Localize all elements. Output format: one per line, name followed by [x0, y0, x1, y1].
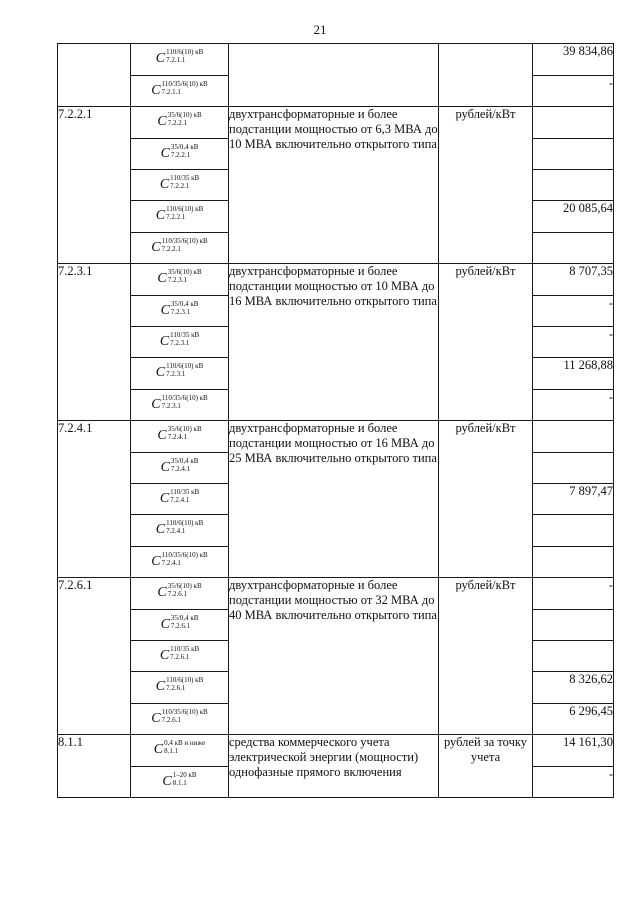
rate-value: -: [533, 390, 614, 421]
rate-value: [533, 107, 614, 139]
item-description: двухтрансформаторные и более подстанции мощностью от 16 МВА до 25 МВА включительно открытого типа: [229, 421, 439, 578]
item-subscript: 7.2.6.1: [166, 684, 186, 692]
rate-value: [533, 233, 614, 264]
voltage-superscript: 35/6(10) кВ: [167, 111, 202, 119]
rate-value: [533, 453, 614, 484]
item-subscript: 7.2.4.1: [170, 496, 190, 504]
tariff-table-body: [58, 44, 614, 798]
voltage-superscript: 35/6(10) кВ: [167, 268, 202, 276]
item-subscript: 7.2.3.1: [170, 339, 190, 347]
table-row: [58, 264, 614, 296]
voltage-superscript: 110/35 кВ: [170, 488, 200, 496]
rate-letter: C: [159, 648, 170, 663]
item-code: 7.2.6.1: [58, 578, 131, 735]
rate-symbol: [131, 76, 229, 107]
rate-value: -: [533, 76, 614, 107]
rate-letter: C: [159, 334, 170, 349]
voltage-superscript: 110/35/6(10) кВ: [161, 708, 208, 716]
table-row: [58, 578, 614, 610]
rate-value: 8 707,35: [533, 264, 614, 296]
item-subscript: 7.2.1.1: [161, 88, 181, 96]
voltage-superscript: 110/35/6(10) кВ: [161, 237, 208, 245]
voltage-superscript: 110/6(10) кВ: [166, 519, 204, 527]
table-row: [58, 107, 614, 139]
rate-letter: C: [155, 208, 166, 223]
item-subscript: 7.2.4.1: [167, 433, 187, 441]
rate-symbol: [131, 704, 229, 735]
item-code: 8.1.1: [58, 735, 131, 798]
item-subscript: 7.2.3.1: [166, 370, 186, 378]
rate-value: [533, 139, 614, 170]
item-subscript: 7.2.2.1: [161, 245, 181, 253]
item-subscript: 7.2.4.1: [161, 559, 181, 567]
item-subscript: 7.2.4.1: [166, 527, 186, 535]
rate-value: 14 161,30: [533, 735, 614, 767]
rate-symbol: [131, 735, 229, 767]
item-unit: [439, 44, 533, 107]
item-unit: рублей/кВт: [439, 421, 533, 578]
rate-symbol: [131, 233, 229, 264]
rate-symbol: [131, 170, 229, 201]
rate-letter: C: [155, 679, 166, 694]
item-subscript: 7.2.4.1: [170, 465, 191, 473]
rate-letter: C: [153, 742, 164, 757]
tariff-table: [57, 43, 614, 798]
rate-symbol: [131, 767, 229, 798]
rate-value: 7 897,47: [533, 484, 614, 515]
rate-symbol: [131, 44, 229, 76]
rate-value: -: [533, 767, 614, 798]
rate-symbol: [131, 264, 229, 296]
voltage-superscript: 110/35/6(10) кВ: [161, 80, 208, 88]
voltage-superscript: 110/35/6(10) кВ: [161, 394, 208, 402]
item-unit: рублей/кВт: [439, 107, 533, 264]
item-subscript: 7.2.1.1: [166, 56, 186, 64]
rate-value: [533, 547, 614, 578]
rate-letter: C: [162, 774, 172, 789]
rate-letter: C: [160, 303, 170, 318]
item-subscript: 8.1.1: [164, 747, 179, 755]
rate-letter: C: [157, 585, 167, 600]
rate-letter: C: [155, 51, 166, 66]
rate-letter: C: [151, 397, 161, 412]
table-row: [58, 421, 614, 453]
voltage-superscript: 1–20 кВ: [172, 771, 197, 779]
item-unit: рублей/кВт: [439, 578, 533, 735]
item-subscript: 7.2.3.1: [167, 276, 187, 284]
item-subscript: 7.2.2.1: [170, 151, 191, 159]
item-subscript: 7.2.3.1: [170, 308, 191, 316]
voltage-superscript: 110/35 кВ: [170, 645, 200, 653]
voltage-superscript: 110/35/6(10) кВ: [161, 551, 208, 559]
table-row: [58, 735, 614, 767]
item-code: [58, 44, 131, 107]
item-code: 7.2.3.1: [58, 264, 131, 421]
item-subscript: 7.2.2.1: [166, 213, 186, 221]
rate-symbol: [131, 296, 229, 327]
rate-symbol: [131, 201, 229, 233]
voltage-superscript: 110/35 кВ: [170, 331, 200, 339]
item-subscript: 7.2.6.1: [170, 653, 190, 661]
rate-value: 11 268,88: [533, 358, 614, 390]
rate-letter: C: [157, 114, 167, 129]
voltage-superscript: 110/6(10) кВ: [166, 205, 204, 213]
rate-letter: C: [160, 460, 170, 475]
rate-value: 6 296,45: [533, 704, 614, 735]
item-subscript: 7.2.6.1: [167, 590, 187, 598]
table-row: [58, 44, 614, 76]
rate-symbol: [131, 421, 229, 453]
rate-symbol: [131, 107, 229, 139]
rate-letter: C: [159, 491, 170, 506]
rate-value: [533, 170, 614, 201]
item-subscript: 7.2.6.1: [161, 716, 181, 724]
voltage-superscript: 110/35 кВ: [170, 174, 200, 182]
rate-letter: C: [160, 617, 170, 632]
rate-value: 8 326,62: [533, 672, 614, 704]
rate-symbol: [131, 515, 229, 547]
rate-symbol: [131, 610, 229, 641]
voltage-superscript: 110/6(10) кВ: [166, 362, 204, 370]
voltage-superscript: 35/0,4 кВ: [170, 300, 199, 308]
rate-value: -: [533, 327, 614, 358]
rate-symbol: [131, 358, 229, 390]
rate-symbol: [131, 578, 229, 610]
page-number: 21: [313, 22, 327, 37]
voltage-superscript: 35/6(10) кВ: [167, 582, 202, 590]
item-code: 7.2.4.1: [58, 421, 131, 578]
rate-letter: C: [155, 365, 166, 380]
voltage-superscript: 35/0,4 кВ: [170, 457, 199, 465]
voltage-superscript: 35/0,4 кВ: [170, 614, 199, 622]
item-subscript: 7.2.2.1: [167, 119, 187, 127]
item-description: двухтрансформаторные и более подстанции мощностью от 32 МВА до 40 МВА включительно открытого типа: [229, 578, 439, 735]
item-description: двухтрансформаторные и более подстанции мощностью от 6,3 МВА до 10 МВА включительно открытого типа: [229, 107, 439, 264]
item-unit: рублей за точку учета: [439, 735, 533, 798]
item-description: двухтрансформаторные и более подстанции мощностью от 10 МВА до 16 МВА включительно открытого типа: [229, 264, 439, 421]
item-subscript: 7.2.3.1: [161, 402, 181, 410]
rate-value: 39 834,86: [533, 44, 614, 76]
rate-value: -: [533, 296, 614, 327]
item-code: 7.2.2.1: [58, 107, 131, 264]
voltage-superscript: 35/0,4 кВ: [170, 143, 199, 151]
rate-letter: C: [160, 146, 170, 161]
rate-letter: C: [151, 554, 161, 569]
item-subscript: 7.2.6.1: [170, 622, 191, 630]
rate-value: [533, 641, 614, 672]
item-description: средства коммерческого учета электрической энергии (мощности) однофазные прямого включения: [229, 735, 439, 798]
rate-symbol: [131, 453, 229, 484]
rate-letter: C: [151, 240, 161, 255]
rate-letter: C: [155, 522, 166, 537]
rate-symbol: [131, 139, 229, 170]
rate-value: [533, 421, 614, 453]
item-subscript: 7.2.2.1: [170, 182, 190, 190]
rate-symbol: [131, 641, 229, 672]
item-unit: рублей/кВт: [439, 264, 533, 421]
voltage-superscript: 110/6(10) кВ: [166, 676, 204, 684]
rate-symbol: [131, 484, 229, 515]
voltage-superscript: 0,4 кВ и ниже: [164, 739, 206, 747]
rate-value: [533, 610, 614, 641]
rate-value: -: [533, 578, 614, 610]
rate-letter: C: [151, 83, 161, 98]
voltage-superscript: 35/6(10) кВ: [167, 425, 202, 433]
item-description: [229, 44, 439, 107]
rate-symbol: [131, 327, 229, 358]
item-subscript: 8.1.1: [172, 779, 187, 787]
rate-letter: C: [159, 177, 170, 192]
voltage-superscript: 110/6(10) кВ: [166, 48, 204, 56]
rate-letter: C: [151, 711, 161, 726]
rate-symbol: [131, 390, 229, 421]
rate-letter: C: [157, 271, 167, 286]
rate-letter: C: [157, 428, 167, 443]
rate-value: 20 085,64: [533, 201, 614, 233]
rate-symbol: [131, 547, 229, 578]
rate-symbol: [131, 672, 229, 704]
rate-value: [533, 515, 614, 547]
